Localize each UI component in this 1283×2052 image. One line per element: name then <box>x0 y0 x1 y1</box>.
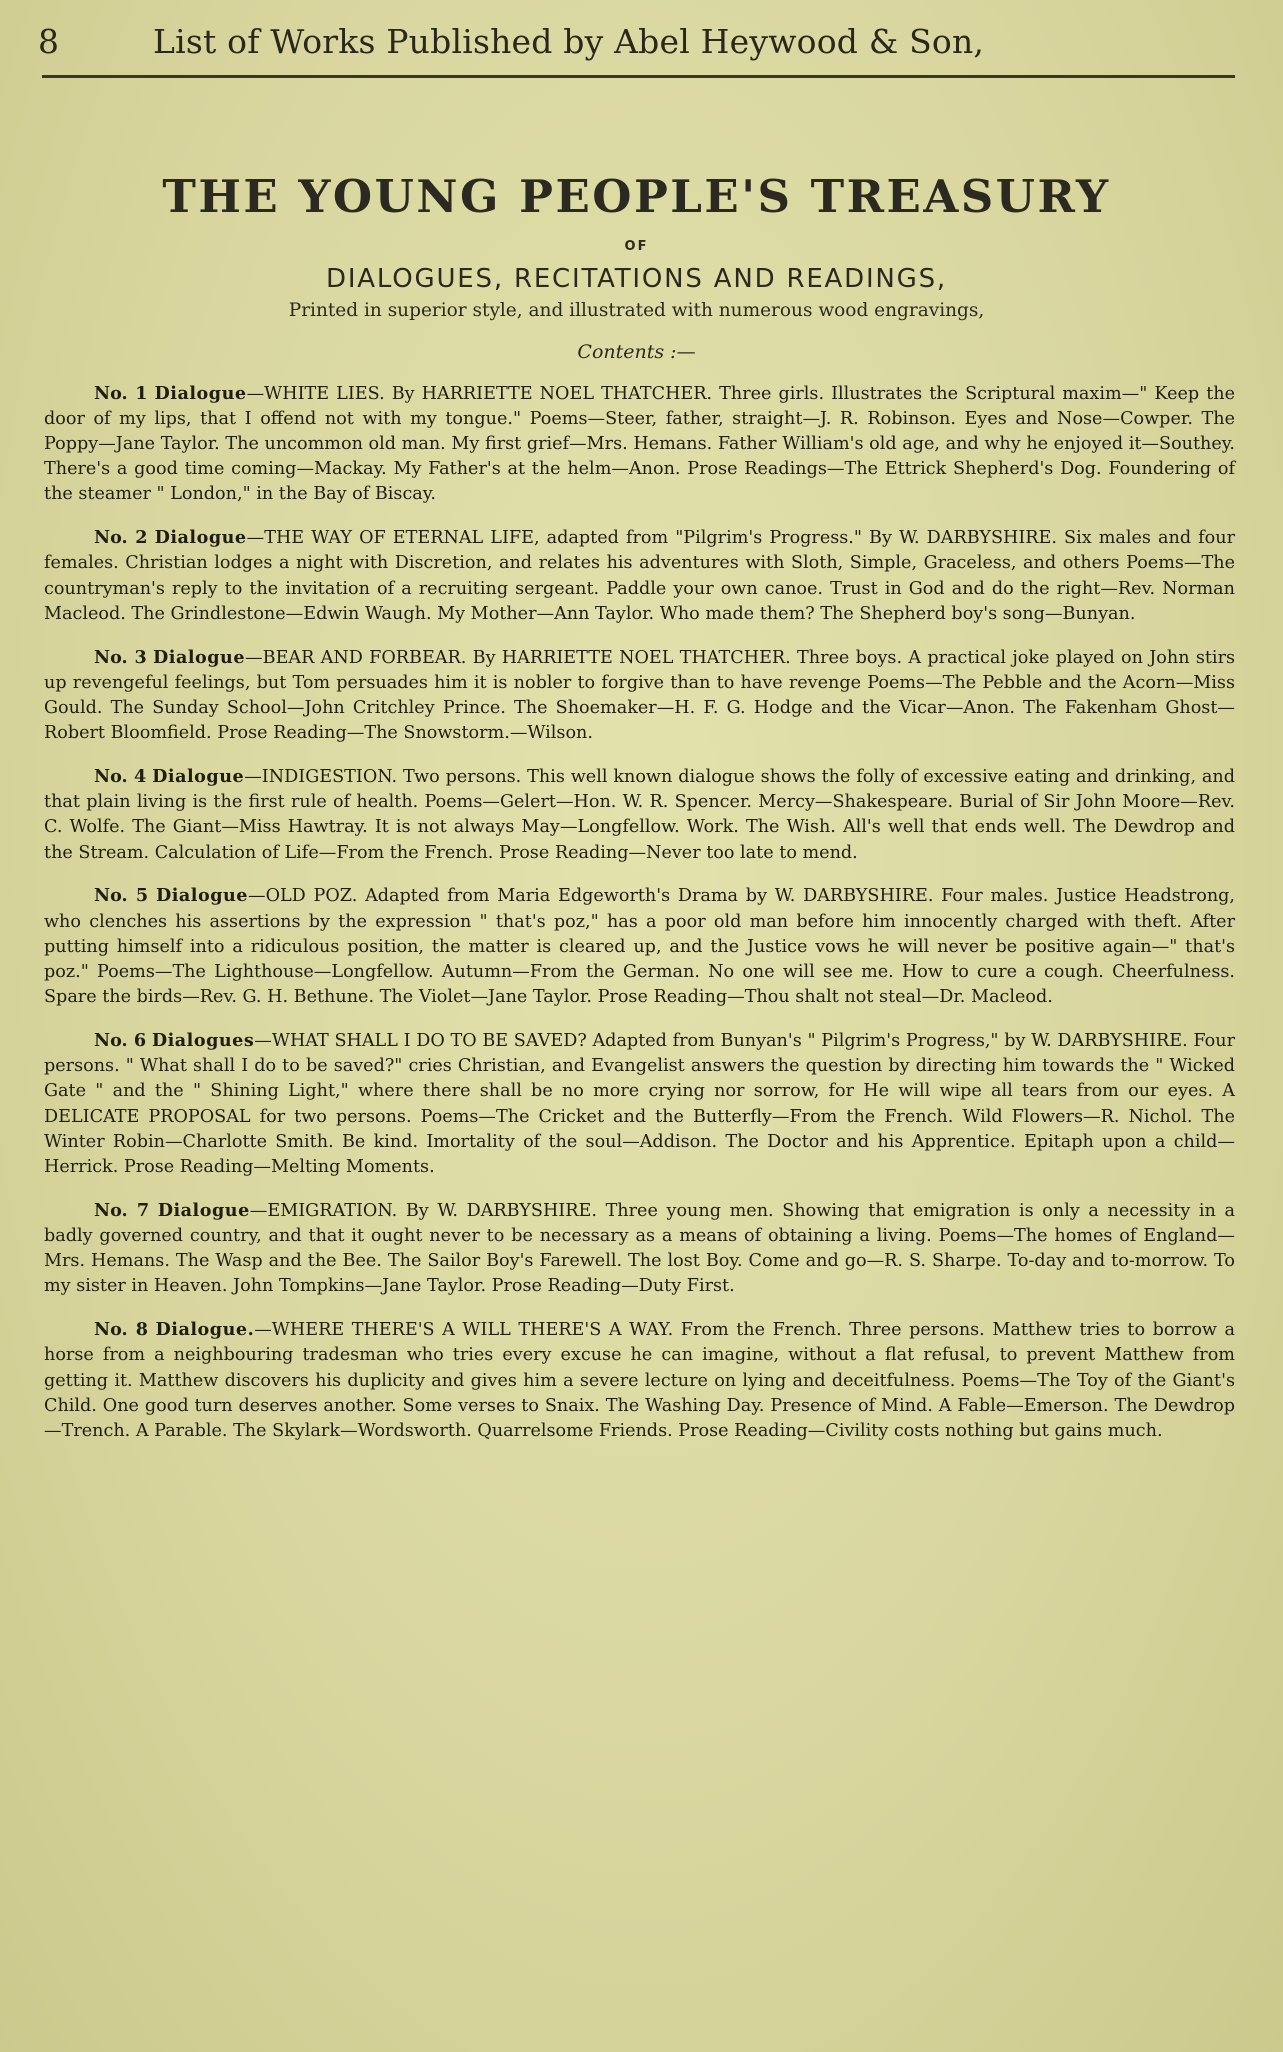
contents-list <box>38 381 1235 1445</box>
printed-note: Printed in superior style, and illustrated with numerous wood engravings, <box>288 300 985 321</box>
entry-text: —WHERE THERE'S A WILL THERE'S A WAY. From the French. Three persons. Matthew tries to borrow a horse from a neighbouring tradesman who tries every excuse he can imagine, without a flat refusal, to prevent Matthew from getting it. Matthew discovers his duplicity and gives him a severe lecture on lying and deceitfulness. Poems—The Toy of the Giant's Child. One good turn deserves another. Some verses to Snaix. The Washing Day. Presence of Mind. A Fable—Emerson. The Dewdrop—Trench. A Parable. The Skylark—Wordsworth. Quarrelsome Friends. Prose Reading—Civility costs nothing but gains much. <box>44 1320 1236 1442</box>
page-title: THE YOUNG PEOPLE'S TREASURY <box>162 170 1111 223</box>
list-item <box>44 764 1235 866</box>
list-item <box>44 883 1235 1010</box>
list-item <box>44 381 1235 508</box>
entry-kind: Dialogues <box>151 1030 255 1052</box>
entry-kind: Dialogue <box>155 885 248 907</box>
header-rule <box>42 75 1235 78</box>
running-header <box>38 22 1235 61</box>
entry-number: No. 4 <box>94 766 147 788</box>
entry-kind: Dialogue <box>152 766 245 788</box>
list-item <box>44 1028 1235 1180</box>
contents-label: Contents :— <box>577 341 696 363</box>
list-item <box>44 1317 1235 1444</box>
entry-text: —OLD POZ. Adapted from Maria Edgeworth's Drama by W. DARBYSHIRE. Four males. Justice Headstrong, who clenches his assertions by the expression " that's poz," has a poor old man before him innocently charged with theft. After putting himself into a ridiculous position, the matter is cleared up, and the Justice vows he will never be positive again—" that's poz." Poems—The Lighthouse—Longfellow. Autumn—From the German. No one will see me. How to cure a cough. Cheerfulness. Spare the birds—Rev. G. H. Bethune. The Violet—Jane Taylor. Prose Reading—Thou shalt not steal—Dr. Macleod. <box>44 886 1236 1008</box>
entry-number: No. 2 <box>94 527 148 549</box>
entry-number: No. 1 <box>94 382 148 404</box>
entry-text: —INDIGESTION. Two persons. This well known dialogue shows the folly of excessive eating and drinking, and that plain living is the first rule of health. Poems—Gelert—Hon. W. R. Spencer. Mercy—Shakespeare. Burial of Sir John Moore—Rev. C. Wolfe. The Giant—Miss Hawtray. It is not always May—Longfellow. Work. The Wish. All's well that ends well. The Dewdrop and the Stream. Calculation of Life—From the French. Prose Reading—Never too late to mend. <box>44 767 1235 863</box>
list-item <box>44 645 1235 747</box>
entry-text: —BEAR AND FORBEAR. By HARRIETTE NOEL THATCHER. Three boys. A practical joke played on John stirs up revengeful feelings, but Tom persuades him it is nobler to forgive than to have revenge Poems—The Pebble and the Acorn—Miss Gould. The Sunday School—John Critchley Prince. The Shoemaker—H. F. G. Hodge and the Vicar—Anon. The Fakenham Ghost—Robert Bloomfield. Prose Reading—The Snowstorm.—Wilson. <box>44 647 1236 744</box>
entry-number: No. 7 <box>94 1199 150 1221</box>
entry-number: No. 6 <box>94 1030 147 1052</box>
page-subtitle: DIALOGUES, RECITATIONS AND READINGS, <box>326 264 947 294</box>
title-of: OF <box>624 239 649 254</box>
entry-kind: Dialogue <box>154 382 247 404</box>
entry-kind: Dialogue. <box>155 1319 255 1341</box>
entry-text: —WHITE LIES. By HARRIETTE NOEL THATCHER. Three girls. Illustrates the Scriptural maxim—" Keep the door of my lips, that I offend not with my tongue." Poems—Steer, father, straight—J. R. Robinson. Eyes and Nose—Cowper. The Poppy—Jane Taylor. The uncommon old man. My first grief—Mrs. Hemans. Father William's old age, and why he enjoyed it—Southey. There's a good time coming—Mackay. My Father's at the helm—Anon. Prose Readings—The Ettrick Shepherd's Dog. Foundering of the steamer " London," in the Bay of Biscay. <box>44 383 1236 505</box>
entry-kind: Dialogue <box>154 527 247 549</box>
entry-text: —EMIGRATION. By W. DARBYSHIRE. Three young men. Showing that emigration is only a necessity in a badly governed country, and that it ought never to be necessary as a means of obtaining a living. Poems—The homes of England—Mrs. Hemans. The Wasp and the Bee. The Sailor Boy's Farewell. The lost Boy. Come and go—R. S. Sharpe. To-day and to-morrow. To my sister in Heaven. John Tompkins—Jane Taylor. Prose Reading—Duty First. <box>44 1200 1236 1297</box>
entry-kind: Dialogue <box>157 1199 250 1221</box>
entry-number: No. 8 <box>94 1319 148 1341</box>
entry-kind: Dialogue <box>153 646 246 668</box>
entry-text: —WHAT SHALL I DO TO BE SAVED? Adapted from Bunyan's " Pilgrim's Progress," by W. DARBYSHIRE. Four persons. " What shall I do to be saved?" cries Christian, and Evangelist answers the question by directing him towards the " Wicked Gate " and the " Shining Light," where there shall be no more crying nor sorrow, for He will wipe all tears from our eyes. A DELICATE PROPOSAL for two persons. Poems—The Cricket and the Butterfly—From the French. Wild Flowers—R. Nichol. The Winter Robin—Charlotte Smith. Be kind. Imortality of the soul—Addison. The Doctor and his Apprentice. Epitaph upon a child—Herrick. Prose Reading—Melting Moments. <box>44 1031 1236 1178</box>
entry-number: No. 5 <box>94 885 149 907</box>
entry-text: —THE WAY OF ETERNAL LIFE, adapted from "Pilgrim's Progress." By W. DARBYSHIRE. Six males and four females. Christian lodges a night with Discretion, and relates his adventures with Sloth, Simple, Graceless, and others Poems—The countryman's reply to the invitation of a recruiting sergeant. Paddle your own canoe. Trust in God and do the right—Rev. Norman Macleod. The Grindlestone—Edwin Waugh. My Mother—Ann Taylor. Who made them? The Shepherd boy's song—Bunyan. <box>44 528 1236 624</box>
list-item <box>44 525 1235 627</box>
list-item <box>44 1198 1235 1300</box>
entry-number: No. 3 <box>94 646 147 668</box>
page-number: 8 <box>38 22 60 61</box>
running-head-text: List of Works Published by Abel Heywood & Son, <box>153 22 985 61</box>
